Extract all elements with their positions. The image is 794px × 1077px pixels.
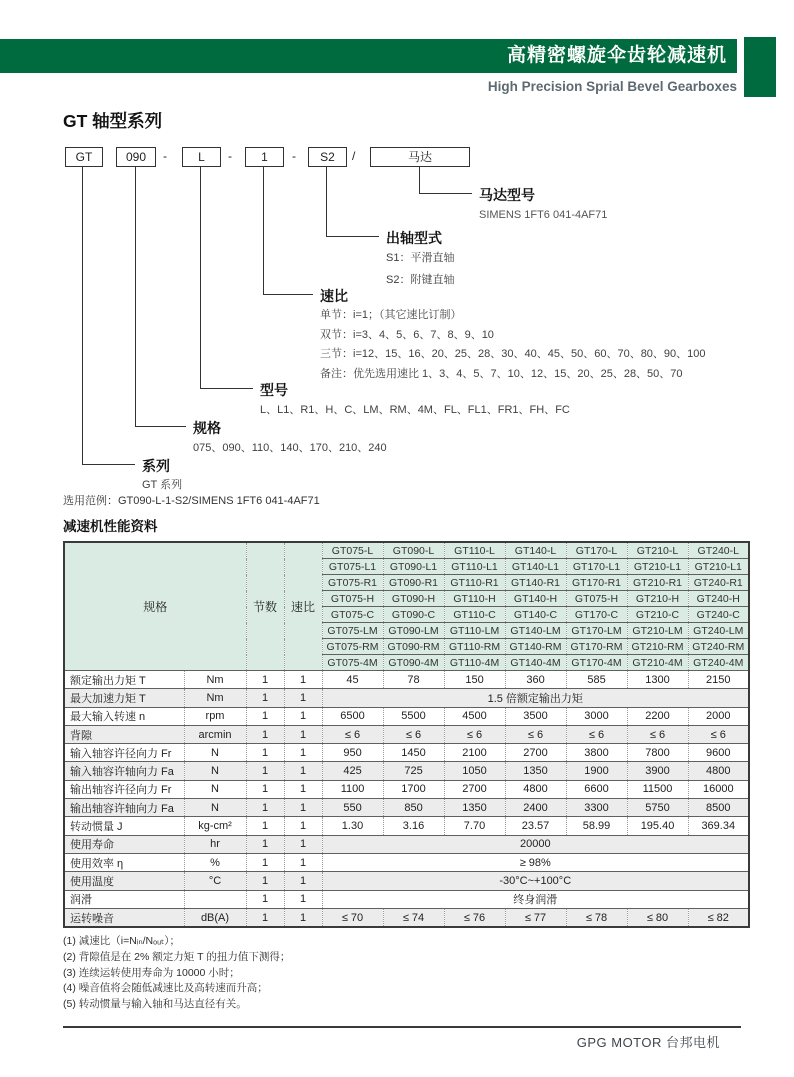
model-header-cell: GT075-C — [322, 607, 383, 623]
breakdown-line: GT 系列 — [142, 479, 183, 491]
value-cell: 1050 — [444, 762, 505, 780]
param-unit-cell: Nm — [184, 671, 246, 689]
model-code-separator: - — [228, 149, 232, 163]
ratio-value-cell: 1 — [284, 872, 322, 890]
param-name-cell: 最大加速力矩 T — [64, 689, 184, 707]
model-header-cell: GT075-L1 — [322, 559, 383, 575]
model-code-box-ratio: 1 — [245, 147, 284, 167]
value-cell: 7.70 — [444, 817, 505, 835]
breakdown-line: 备注：优先选用速比 1、3、4、5、7、10、12、15、20、25、28、50、70 — [320, 367, 683, 380]
breakdown-line: 单节：i=1；（其它速比订制） — [320, 309, 462, 321]
model-header-cell: GT210-L — [627, 542, 688, 559]
value-cell: 8500 — [688, 799, 749, 817]
ratio-value-cell: 1 — [284, 780, 322, 798]
value-cell: ≤ 6 — [566, 725, 627, 743]
breakdown-lines-model — [260, 401, 570, 420]
value-cell: 1100 — [322, 780, 383, 798]
stages-value-cell: 1 — [246, 780, 284, 798]
table-row — [64, 853, 749, 871]
model-header-cell: GT075-4M — [322, 655, 383, 671]
connector-line-size — [135, 166, 186, 427]
table-header-row — [64, 542, 749, 559]
model-header-cell: GT170-L — [566, 542, 627, 559]
param-unit-cell: hr — [184, 835, 246, 853]
model-header-cell: GT140-L1 — [505, 559, 566, 575]
footer-rule — [63, 1026, 741, 1028]
footer-brand: GPG MOTOR 台邦电机 — [576, 1035, 720, 1050]
stages-value-cell: 1 — [246, 853, 284, 871]
value-cell: 725 — [383, 762, 444, 780]
model-header-cell: GT140-L — [505, 542, 566, 559]
value-cell: 16000 — [688, 780, 749, 798]
model-header-cell: GT210-C — [627, 607, 688, 623]
stages-header-cell: 节数 — [246, 542, 284, 671]
model-header-cell: GT090-H — [383, 591, 444, 607]
param-name-cell: 转动惯量 J — [64, 817, 184, 835]
value-cell: ≤ 6 — [688, 725, 749, 743]
breakdown-label-model: 型号 — [260, 382, 288, 398]
ratio-value-cell: 1 — [284, 744, 322, 762]
ratio-value-cell: 1 — [284, 890, 322, 908]
model-code-separator: - — [163, 149, 167, 163]
header-subtitle-en: High Precision Sprial Bevel Gearboxes — [487, 79, 737, 94]
model-header-cell: GT110-4M — [444, 655, 505, 671]
model-header-cell: GT210-L1 — [688, 559, 749, 575]
footnote: (3) 连续运转使用寿命为 10000 小时； — [63, 966, 240, 979]
value-cell: 58.99 — [566, 817, 627, 835]
model-header-cell: GT170-RM — [566, 639, 627, 655]
value-cell: 550 — [322, 799, 383, 817]
ratio-value-cell: 1 — [284, 725, 322, 743]
ratio-value-cell: 1 — [284, 799, 322, 817]
value-cell: ≤ 74 — [383, 908, 444, 927]
stages-value-cell: 1 — [246, 872, 284, 890]
model-header-cell: GT075-L — [322, 542, 383, 559]
breakdown-lines-size — [193, 439, 387, 458]
param-unit-cell: arcmin — [184, 725, 246, 743]
model-header-cell: GT090-4M — [383, 655, 444, 671]
stages-value-cell: 1 — [246, 817, 284, 835]
value-cell: 3300 — [566, 799, 627, 817]
value-cell: ≤ 6 — [505, 725, 566, 743]
param-name-cell: 运转噪音 — [64, 908, 184, 927]
value-cell: ≤ 6 — [322, 725, 383, 743]
param-unit-cell: Nm — [184, 689, 246, 707]
footnote: (2) 背隙值是在 2% 额定力矩 T 的扭力值下测得； — [63, 950, 291, 963]
value-cell: 369.34 — [688, 817, 749, 835]
param-unit-cell: °C — [184, 872, 246, 890]
model-header-cell: GT140-4M — [505, 655, 566, 671]
merged-value-cell: 20000 — [322, 835, 749, 853]
value-cell: 1350 — [505, 762, 566, 780]
ratio-header-cell: 速比 — [284, 542, 322, 671]
connector-line-model — [200, 166, 253, 389]
value-cell: 3000 — [566, 707, 627, 725]
table-row — [64, 689, 749, 707]
value-cell: 1900 — [566, 762, 627, 780]
model-header-cell: GT075-RM — [322, 639, 383, 655]
performance-table-title: 减速机性能资料 — [63, 519, 158, 534]
table-row — [64, 908, 749, 927]
model-header-cell: GT110-L1 — [444, 559, 505, 575]
value-cell: 11500 — [627, 780, 688, 798]
value-cell: 78 — [383, 671, 444, 689]
model-header-cell: GT240-H — [688, 591, 749, 607]
ratio-value-cell: 1 — [284, 671, 322, 689]
stages-value-cell: 1 — [246, 908, 284, 927]
merged-value-cell: -30°C~+100°C — [322, 872, 749, 890]
model-header-cell: GT075-R1 — [322, 575, 383, 591]
table-row — [64, 817, 749, 835]
value-cell: 5750 — [627, 799, 688, 817]
param-unit-cell: N — [184, 744, 246, 762]
breakdown-label-ratio: 速比 — [320, 288, 348, 304]
model-header-cell: GT240-L — [688, 542, 749, 559]
footnote: (5) 转动惯量与输入轴和马达直径有关。 — [63, 998, 247, 1011]
model-header-cell: GT075-H — [566, 591, 627, 607]
model-code-separator: / — [352, 149, 356, 163]
model-header-cell: GT110-LM — [444, 623, 505, 639]
stages-value-cell: 1 — [246, 744, 284, 762]
breakdown-line: 双节：i=3、4、5、6、7、8、9、10 — [320, 328, 494, 341]
model-header-cell: GT140-RM — [505, 639, 566, 655]
param-unit-cell: N — [184, 780, 246, 798]
param-unit-cell: kg-cm² — [184, 817, 246, 835]
value-cell: 2000 — [688, 707, 749, 725]
breakdown-line: 三节：i=12、15、16、20、25、28、30、40、45、50、60、70、80、90、100 — [320, 348, 706, 360]
breakdown-label-size: 规格 — [193, 420, 221, 436]
model-header-cell: GT110-H — [444, 591, 505, 607]
connector-line-shaft — [326, 166, 379, 237]
stages-value-cell: 1 — [246, 890, 284, 908]
model-header-cell: GT240-LM — [688, 623, 749, 639]
model-code-box-series: GT — [65, 147, 103, 167]
param-name-cell: 背隙 — [64, 725, 184, 743]
value-cell: 3800 — [566, 744, 627, 762]
value-cell: 9600 — [688, 744, 749, 762]
footnote: (1) 减速比（i=Nᵢₙ/Nₒᵤₜ）； — [63, 935, 180, 947]
table-row — [64, 744, 749, 762]
value-cell: 150 — [444, 671, 505, 689]
model-header-cell: GT090-L1 — [383, 559, 444, 575]
value-cell: 3.16 — [383, 817, 444, 835]
param-name-cell: 最大输入转速 n — [64, 707, 184, 725]
param-name-cell: 额定输出力矩 T — [64, 671, 184, 689]
connector-line-ratio — [263, 166, 313, 295]
breakdown-label-motor: 马达型号 — [479, 187, 535, 203]
value-cell: 425 — [322, 762, 383, 780]
param-name-cell: 使用效率 η — [64, 853, 184, 871]
header-title-cn: 高精密螺旋伞齿轮减速机 — [506, 45, 727, 66]
table-row — [64, 762, 749, 780]
model-code-box-model: L — [182, 147, 221, 167]
model-header-cell: GT090-LM — [383, 623, 444, 639]
model-header-cell: GT170-L1 — [566, 559, 627, 575]
model-header-cell: GT090-R1 — [383, 575, 444, 591]
model-header-cell: GT170-4M — [566, 655, 627, 671]
performance-table — [63, 541, 750, 928]
breakdown-lines-motor — [479, 206, 607, 224]
value-cell: 360 — [505, 671, 566, 689]
param-unit-cell: dB(A) — [184, 908, 246, 927]
breakdown-line: S2：附键直轴 — [386, 273, 455, 286]
breakdown-lines-shaft — [386, 248, 454, 291]
merged-value-cell: 终身润滑 — [322, 890, 749, 908]
model-code-box-motor: 马达 — [370, 147, 470, 167]
param-unit-cell: rpm — [184, 707, 246, 725]
table-row — [64, 835, 749, 853]
value-cell: 1350 — [444, 799, 505, 817]
breakdown-label-series: 系列 — [142, 458, 170, 474]
table-row — [64, 707, 749, 725]
model-code-box-shaft: S2 — [308, 147, 347, 167]
selection-example: 选用范例：GT090-L-1-S2/SIMENS 1FT6 041-4AF71 — [63, 495, 320, 507]
model-header-cell: GT140-LM — [505, 623, 566, 639]
value-cell: 6600 — [566, 780, 627, 798]
value-cell: 3900 — [627, 762, 688, 780]
table-row — [64, 799, 749, 817]
page-title: GT 轴型系列 — [63, 111, 163, 131]
ratio-value-cell: 1 — [284, 817, 322, 835]
value-cell: 585 — [566, 671, 627, 689]
value-cell: 4500 — [444, 707, 505, 725]
model-header-cell: GT210-4M — [627, 655, 688, 671]
model-header-cell: GT140-H — [505, 591, 566, 607]
model-header-cell: GT210-L1 — [627, 559, 688, 575]
breakdown-line: S1：平滑直轴 — [386, 252, 455, 264]
model-header-cell: GT110-RM — [444, 639, 505, 655]
table-row — [64, 780, 749, 798]
model-header-cell: GT240-RM — [688, 639, 749, 655]
model-header-cell: GT140-C — [505, 607, 566, 623]
model-header-cell: GT240-C — [688, 607, 749, 623]
value-cell: 2150 — [688, 671, 749, 689]
value-cell: 5500 — [383, 707, 444, 725]
param-unit-cell — [184, 890, 246, 908]
ratio-value-cell: 1 — [284, 908, 322, 927]
table-row — [64, 872, 749, 890]
model-code-separator: - — [292, 149, 296, 163]
model-header-cell: GT210-RM — [627, 639, 688, 655]
stages-value-cell: 1 — [246, 835, 284, 853]
param-name-cell: 输出轴容许轴向力 Fa — [64, 799, 184, 817]
value-cell: 2700 — [505, 744, 566, 762]
model-header-cell: GT090-RM — [383, 639, 444, 655]
stages-value-cell: 1 — [246, 689, 284, 707]
model-header-cell: GT210-R1 — [627, 575, 688, 591]
stages-value-cell: 1 — [246, 799, 284, 817]
value-cell: ≤ 6 — [383, 725, 444, 743]
ratio-value-cell: 1 — [284, 707, 322, 725]
value-cell: 3500 — [505, 707, 566, 725]
param-name-cell: 输入轴容许径向力 Fr — [64, 744, 184, 762]
stages-value-cell: 1 — [246, 671, 284, 689]
param-name-cell: 输入轴容许轴向力 Fa — [64, 762, 184, 780]
merged-value-cell: 1.5 倍额定输出力矩 — [322, 689, 749, 707]
model-header-cell: GT075-H — [322, 591, 383, 607]
footnote: (4) 噪音值将会随低减速比及高转速而升高； — [63, 982, 268, 995]
value-cell: 950 — [322, 744, 383, 762]
param-unit-cell: N — [184, 799, 246, 817]
model-header-cell: GT090-L — [383, 542, 444, 559]
ratio-value-cell: 1 — [284, 835, 322, 853]
model-header-cell: GT110-C — [444, 607, 505, 623]
value-cell: 7800 — [627, 744, 688, 762]
breakdown-lines-ratio — [320, 306, 706, 384]
value-cell: 850 — [383, 799, 444, 817]
value-cell: ≤ 6 — [444, 725, 505, 743]
stages-value-cell: 1 — [246, 707, 284, 725]
spec-header-cell: 规格 — [64, 542, 246, 671]
model-header-cell: GT170-LM — [566, 623, 627, 639]
table-row — [64, 890, 749, 908]
value-cell: 2100 — [444, 744, 505, 762]
stages-value-cell: 1 — [246, 762, 284, 780]
param-unit-cell: N — [184, 762, 246, 780]
value-cell: 4800 — [505, 780, 566, 798]
value-cell: 1300 — [627, 671, 688, 689]
ratio-value-cell: 1 — [284, 689, 322, 707]
value-cell: 4800 — [688, 762, 749, 780]
value-cell: ≤ 78 — [566, 908, 627, 927]
ratio-value-cell: 1 — [284, 762, 322, 780]
connector-line-series — [82, 166, 135, 465]
breakdown-line: L、L1、R1、H、C、LM、RM、4M、FL、FL1、FR1、FH、FC — [260, 404, 570, 416]
model-header-cell: GT210-H — [627, 591, 688, 607]
value-cell: 23.57 — [505, 817, 566, 835]
value-cell: 45 — [322, 671, 383, 689]
footnotes — [63, 934, 290, 1013]
breakdown-label-shaft: 出轴型式 — [386, 230, 442, 246]
model-header-cell: GT240-4M — [688, 655, 749, 671]
model-header-cell: GT140-R1 — [505, 575, 566, 591]
stages-value-cell: 1 — [246, 725, 284, 743]
model-header-cell: GT240-R1 — [688, 575, 749, 591]
param-name-cell: 输出轴容许径向力 Fr — [64, 780, 184, 798]
model-header-cell: GT110-R1 — [444, 575, 505, 591]
header-accent-square — [744, 37, 776, 97]
table-row — [64, 725, 749, 743]
connector-line-motor — [419, 166, 472, 194]
model-code-box-size: 090 — [116, 147, 156, 167]
value-cell: 2200 — [627, 707, 688, 725]
value-cell: ≤ 80 — [627, 908, 688, 927]
model-header-cell: GT170-R1 — [566, 575, 627, 591]
breakdown-line: 075、090、110、140、170、210、240 — [193, 442, 387, 454]
value-cell: 6500 — [322, 707, 383, 725]
param-name-cell: 使用温度 — [64, 872, 184, 890]
value-cell: 1.30 — [322, 817, 383, 835]
value-cell: 1700 — [383, 780, 444, 798]
breakdown-line: SIMENS 1FT6 041-4AF71 — [479, 209, 608, 221]
value-cell: ≤ 6 — [627, 725, 688, 743]
value-cell: 195.40 — [627, 817, 688, 835]
value-cell: 1450 — [383, 744, 444, 762]
value-cell: ≤ 77 — [505, 908, 566, 927]
model-header-cell: GT210-LM — [627, 623, 688, 639]
model-header-cell: GT170-C — [566, 607, 627, 623]
ratio-value-cell: 1 — [284, 853, 322, 871]
model-header-cell: GT090-C — [383, 607, 444, 623]
model-header-cell: GT110-L — [444, 542, 505, 559]
value-cell: ≤ 82 — [688, 908, 749, 927]
performance-table-wrap — [63, 541, 748, 928]
param-name-cell: 使用寿命 — [64, 835, 184, 853]
value-cell: 2700 — [444, 780, 505, 798]
value-cell: ≤ 76 — [444, 908, 505, 927]
header-bar — [0, 39, 737, 73]
value-cell: ≤ 70 — [322, 908, 383, 927]
merged-value-cell: ≥ 98% — [322, 853, 749, 871]
model-header-cell: GT075-LM — [322, 623, 383, 639]
table-row — [64, 671, 749, 689]
param-name-cell: 润滑 — [64, 890, 184, 908]
value-cell: 2400 — [505, 799, 566, 817]
param-unit-cell: % — [184, 853, 246, 871]
